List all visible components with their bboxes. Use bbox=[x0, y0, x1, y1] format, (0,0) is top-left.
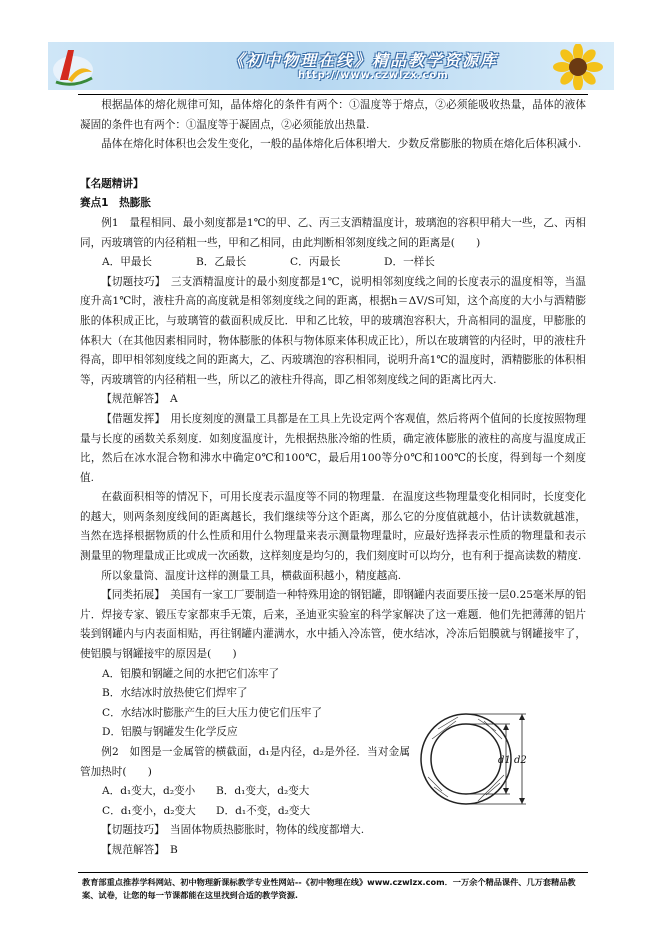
example1-expand: 【借题发挥】 用长度刻度的测量工具都是在工具上先设定两个客观值，然后将两个值间的长度按照物理量与长度的函数关系刻度．如刻度温度计，先根据热胀冷缩的性质，确定液体膨胀的液柱的高度与温度成正比，然后在冰水混合物和沸水中确定0℃和100℃，最后用100等分0℃和100℃的长度，得到每一个刻度值. bbox=[80, 412, 586, 484]
header-banner bbox=[48, 42, 614, 90]
option-c: C．丙最长 bbox=[290, 256, 341, 269]
option-b: B．d₁变大，d₂变大 bbox=[216, 785, 310, 798]
example1-question: 例1 量程相同、最小刻度都是1℃的甲、乙、丙三支酒精温度计，玻璃泡的容积甲稍大一些，乙、丙相同，丙玻璃管的内径稍粗一些，甲和乙相同，由此判断相邻刻度线之间的距离是( ) bbox=[80, 216, 586, 249]
intro-paragraph-1: 根据晶体的熔化规律可知，晶体熔化的条件有两个：①温度等于熔点，②必须能吸收热量，晶体的液体凝固的条件也有两个：①温度等于凝固点，②必须能放出热量. bbox=[80, 99, 586, 131]
example1-answer: 【规范解答】 A bbox=[101, 393, 178, 406]
site-logo-icon bbox=[50, 44, 96, 88]
option-a: A．甲最长 bbox=[102, 256, 153, 269]
extension-question: 【同类拓展】 美国有一家工厂要制造一种特殊用途的钢铝罐，即钢罐内表面要压接一层0.25毫米厚的铝片．焊接专家、锻压专家都束手无策，后来，圣迪亚实验室的科学家解决了这一难题．他们先把薄薄的铝片装到钢罐内与内表面相贴，再往钢罐内灌满水，水中插入冷冻管，使水结冰，冷冻后铝膜就与钢罐接牢了，使铝膜与钢罐接牢的原因是( ) bbox=[80, 589, 586, 661]
example2-tip: 【切题技巧】 当固体物质热膨胀时，物体的线度都增大. bbox=[101, 824, 365, 837]
intro-paragraph-2: 晶体在熔化时体积也会发生变化，一般的晶体熔化后体积增大．少数反常膨胀的物质在熔化后体积减小. bbox=[101, 138, 582, 151]
example2-answer: 【规范解答】 B bbox=[101, 843, 178, 856]
example2-question: 例2 如图是一金属管的横截面，d₁是内径，d₂是外径．当对金属管加热时( ) bbox=[80, 746, 410, 778]
section-heading: 【名题精讲】 bbox=[80, 177, 144, 190]
label-d2: d2 bbox=[514, 755, 527, 766]
inner-circle bbox=[431, 724, 501, 794]
option-b: B．乙最长 bbox=[196, 256, 247, 269]
pipe-cross-section-diagram bbox=[418, 707, 530, 811]
site-url[interactable]: http://www.czwlzx.com bbox=[298, 70, 449, 81]
footer-rule bbox=[78, 872, 588, 873]
page-footer: 教育部重点推荐学科网站、初中物理新课标教学专业性网站--《初中物理在线》www.czwlzx.com．一万余个精品课件、几万套精品教案、试卷，让您的每一节课都能在这里找到合适的教学资源. bbox=[82, 877, 576, 900]
option-a: A．d₁变大，d₂变小 bbox=[102, 785, 196, 798]
extension-option-a: A．铝膜和钢罐之间的水把它们冻牢了 bbox=[102, 667, 280, 680]
topic-heading: 赛点1 热膨胀 bbox=[80, 197, 151, 210]
example1-tip: 【切题技巧】 三支酒精温度计的最小刻度都是1℃，说明相邻刻度线之间的长度表示的温度相等，当温度升高1℃时，液柱升高的高度就是相邻刻度线之间的距离，根据h＝ΔV/S可知，这个高度的大小与酒精膨胀的体积成正比，与玻璃管的截面积成反比．甲和乙比较，甲的玻璃泡容积大，升高相同的温度，甲膨胀的体积大（在其他因素相同时，物体膨胀的体积与物体原来体积成正比），所以在玻璃管的内径时，甲的液柱升得高，即甲相邻刻度线之间的距离大，乙、丙玻璃泡的容积相同，说明升高1℃的温度时，酒精膨胀的体积相等，丙玻璃管的内径稍粗一些，所以乙的液柱升得高，即乙相邻刻度线之间的距离比丙大. bbox=[80, 275, 586, 386]
extension-option-b: B．水结冰时放热使它们焊牢了 bbox=[102, 687, 248, 700]
sunflower-icon bbox=[548, 44, 608, 90]
option-d: D．一样长 bbox=[384, 256, 435, 269]
option-c: C．d₁变小，d₂变大 bbox=[102, 804, 196, 817]
extension-option-d: D．铝膜与钢罐发生化学反应 bbox=[102, 726, 238, 739]
label-d1: d1 bbox=[498, 755, 511, 766]
analysis-paragraph-1: 在截面积相等的情况下，可用长度表示温度等不同的物理量．在温度这些物理量变化相同时，长度变化的越大，则两条刻度线间的距离越长，我们继续等分这个距离，那么它的分度值就越小，估计读数就越准，当然在选择根据物质的什么性质和用什么物理量来表示测量物理量时，应最好选择表示性质的物理量和表示测量里的物理量成正比或成一次函数，这样刻度是均匀的，我们刻度时可以均分，也有利于提高读数的精度. bbox=[80, 491, 586, 563]
header-rule bbox=[78, 94, 588, 95]
option-d: D．d₁不变，d₂变大 bbox=[216, 804, 311, 817]
site-title: 《初中物理在线》精品教学资源库 bbox=[228, 51, 499, 70]
analysis-paragraph-2: 所以象量筒、温度计这样的测量工具，横截面积越小，精度越高. bbox=[101, 569, 402, 582]
example1-options bbox=[80, 253, 586, 273]
extension-option-c: C．水结冰时膨胀产生的巨大压力使它们压牢了 bbox=[102, 706, 322, 719]
